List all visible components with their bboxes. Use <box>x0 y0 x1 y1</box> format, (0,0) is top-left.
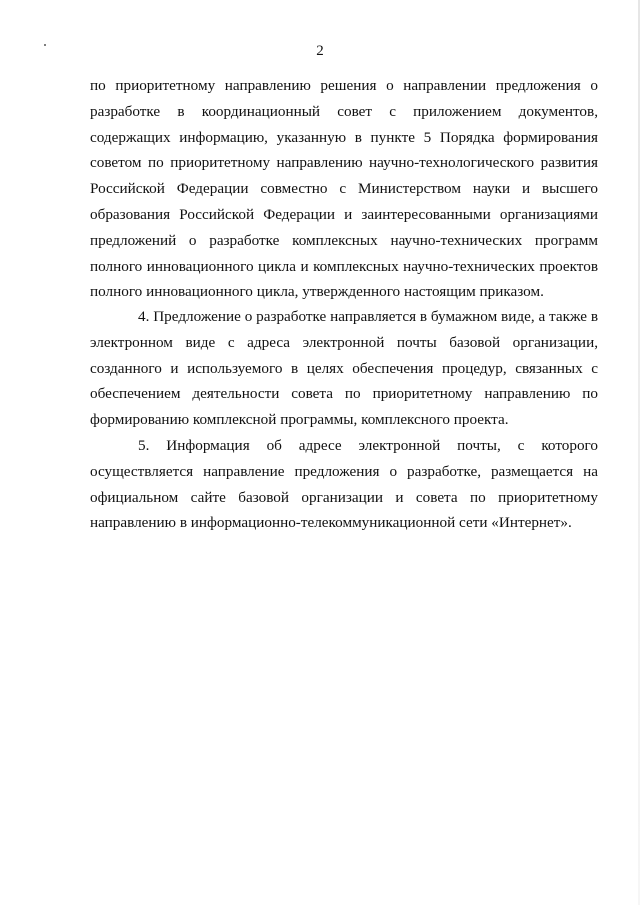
page-number: 2 <box>316 43 324 59</box>
paragraph-item-4-block <box>90 304 598 433</box>
paragraph-item-5-block <box>90 433 598 536</box>
paragraph-item-5: 5. Информация об адресе электронной почты, с которого осуществляется направление предложения о разработке, размещается на официальном сайте базовой организации и совета по приоритетному направлению в информационно-телекоммуникационной сети «Интернет». <box>90 437 598 532</box>
paragraph-continuation-block <box>90 73 598 305</box>
paragraph-item-4: 4. Предложение о разработке направляется в бумажном виде, а также в электронном виде с адреса электронной почты базовой организации, созданного и используемого в целях обеспечения процедур, связанных с обеспечением деятельности совета по приоритетному направлению по формированию комплексной программы, комплексного проекта. <box>90 308 598 429</box>
paragraph-continuation: по приоритетному направлению решения о направлении предложения о разработке в координационный совет с приложением документов, содержащих информацию, указанную в пункте 5 Порядка формирования советом по приоритетному направлению научно-технологического развития Российской Федерации совместно с Министерством науки и высшего образования Российской Федерации и заинтересованными организациями предложений о разработке комплексных научно-технических программ полного инновационного цикла и комплексных научно-технических проектов полного инновационного цикла, утвержденного настоящим приказом. <box>90 77 598 301</box>
